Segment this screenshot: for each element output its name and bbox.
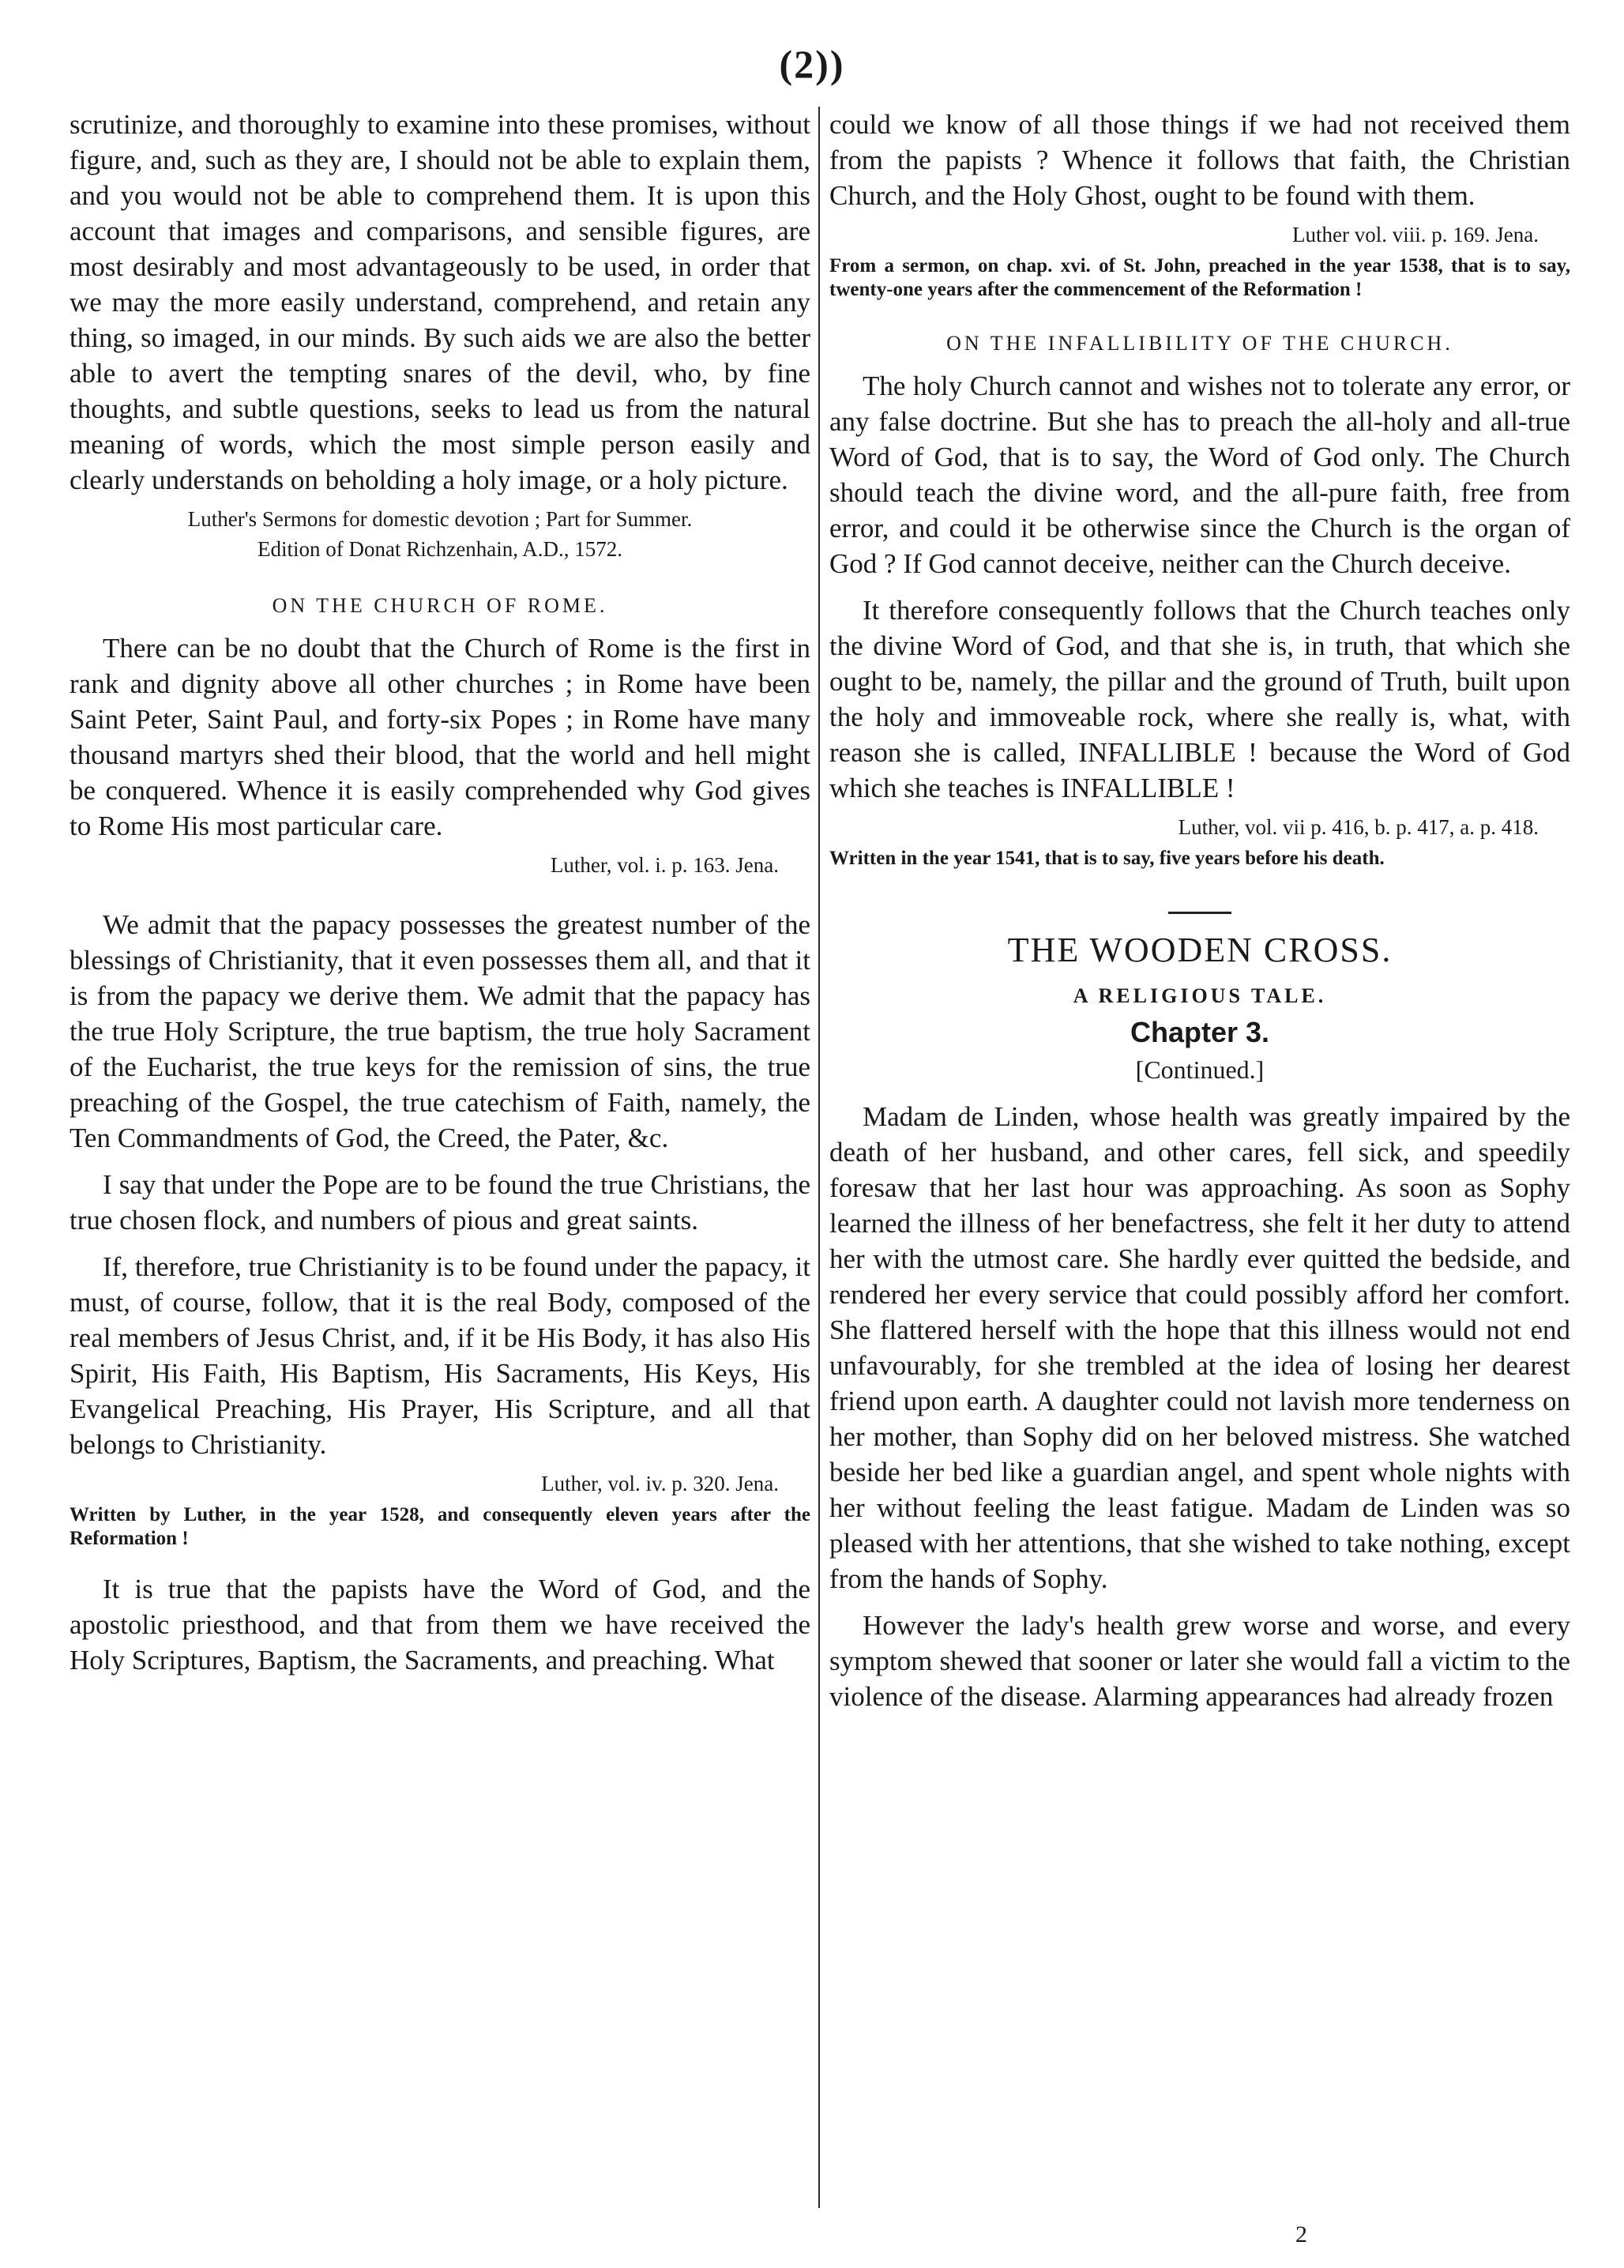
heading-infallibility: ON THE INFALLIBILITY OF THE CHURCH.: [946, 332, 1453, 355]
citation-edition: Edition of Donat Richzenhain, A.D., 1572.: [258, 537, 622, 561]
note-1528: Written by Luther, in the year 1528, and consequently eleven years after the Reformation !: [70, 1504, 810, 1549]
heading-church-of-rome: ON THE CHURCH OF ROME.: [272, 594, 608, 617]
page-number: (2)): [779, 42, 845, 86]
left-column: [70, 107, 810, 2212]
left-paragraph-christianity: If, therefore, true Christianity is to be found under the papacy, it must, of course, follow, that it is the real Body, composed of the real members of Jesus Christ, and, if it be His Body, it has also His Spirit, His Faith, His Baptism, His Sacraments, His Keys, His Evangelical Preaching, His Prayer, His Scripture, and all that belongs to Christianity.: [70, 1251, 810, 1460]
citation-vol-viii: Luther vol. viii. p. 169. Jena.: [1292, 223, 1539, 246]
left-paragraph-papists: It is true that the papists have the Word of God, and the apostolic priesthood, and that from them we have received the Holy Scriptures, Baptism, the Sacraments, and preaching. What: [70, 1574, 810, 1676]
section-rule: [1168, 912, 1231, 914]
story-title: THE WOODEN CROSS.: [1007, 931, 1393, 969]
citation-vol-vii: Luther, vol. vii p. 416, b. p. 417, a. p. 418.: [1178, 815, 1539, 839]
left-paragraph-papacy: We admit that the papacy possesses the greatest number of the blessings of Christianity, that it even possesses them all, and that it is from the papacy we derive them. We admit that the papacy has the true Holy Scripture, the true baptism, the true holy Sacrament of the Eucharist, the true keys for the remission of sins, the true preaching of the Gospel, the true catechism of Faith, namely, the Ten Commandments of God, the Creed, the Pater, &c.: [70, 909, 810, 1153]
citation-vol-i: Luther, vol. i. p. 163. Jena.: [550, 853, 779, 877]
story-paragraph-2: However the lady's health grew worse and worse, and every symptom shewed that sooner or later she would fall a victim to the violence of the disease. Alarming appearances had already frozen: [829, 1610, 1570, 1712]
story-chapter: Chapter 3.: [1130, 1016, 1270, 1048]
note-1541: Written in the year 1541, that is to say, five years before his death.: [829, 848, 1385, 869]
story-continued: [Continued.]: [1135, 1055, 1265, 1084]
signature-mark: 2: [1295, 2221, 1307, 2247]
story-paragraph-1: Madam de Linden, whose health was greatly impaired by the death of her husband, and other cares, fell sick, and speedily foresaw that her last hour was approaching. As soon as Sophy learned the illness of her benefactress, she felt it her duty to attend her with the utmost care. She hardly ever quitted the bedside, and rendered her every service that could possibly afford her comfort. She flattered herself with the hope that this illness would not end unfavourably, for she trembled at the idea of losing her dearest friend upon earth. A daughter could not lavish more tenderness on her mother, than Sophy did on her beloved mistress. She watched beside her bed like a guardian angel, and spent whole nights with her without feeling the least fatigue. Madam de Linden was so pleased with her attentions, that she wished to take nothing, except from the hands of Sophy.: [829, 1101, 1570, 1594]
story-subtitle: A RELIGIOUS TALE.: [1073, 984, 1327, 1007]
right-paragraph-1: could we know of all those things if we had not received them from the papists ? Whence it follows that faith, the Christian Church, and the Holy Ghost, ought to be found with them.: [829, 109, 1570, 211]
left-paragraph-pope: I say that under the Pope are to be found the true Christians, the true chosen flock, and numbers of pious and great saints.: [70, 1169, 810, 1236]
citation-vol-iv: Luther, vol. iv. p. 320. Jena.: [541, 1472, 779, 1495]
citation-sermons: Luther's Sermons for domestic devotion ; Part for Summer.: [187, 507, 693, 531]
right-paragraph-infallibility: The holy Church cannot and wishes not to tolerate any error, or any false doctrine. But she has to preach the all-holy and all-true Word of God, that is to say, the Word of God only. The Church should teach the divine word, and the all-pure faith, free from error, and could it be otherwise since the Church is the organ of God ? If God cannot deceive, neither can the Church deceive.: [829, 370, 1570, 579]
left-paragraph-rome: There can be no doubt that the Church of Rome is the first in rank and dignity above all other churches ; in Rome have been Saint Peter, Saint Paul, and forty-six Popes ; in Rome have many thousand martyrs shed their blood, that the world and hell might be conquered. Whence it is easily comprehended why God gives to Rome His most particular care.: [70, 633, 810, 841]
column-divider: [818, 107, 820, 2208]
right-paragraph-truth: It therefore consequently follows that the Church teaches only the divine Word of God, and that she is, in truth, that which she ought to be, namely, the pillar and the ground of Truth, built upon the holy and immoveable rock, where she really is, what, with reason she is called, INFALLIBLE ! because the Word of God which she teaches is INFALLIBLE !: [829, 595, 1570, 803]
note-1538: From a sermon, on chap. xvi. of St. John, preached in the year 1538, that is to say, twenty-one years after the commencement of the Reformation !: [829, 255, 1570, 300]
right-column: [829, 107, 1570, 2212]
left-paragraph-1: scrutinize, and thoroughly to examine into these promises, without figure, and, such as they are, I should not be able to explain them, and you would not be able to comprehend them. It is upon this account that images and comparisons, and sensible figures, are most desirably and most advantageously to be used, in order that we may the more easily understand, comprehend, and retain any thing, so imaged, in our minds. By such aids we are also the better able to avert the tempting snares of the devil, who, by fine thoughts, and subtle questions, seeks to lead us from the natural meaning of words, which the most simple person easily and clearly understands on beholding a holy image, or a holy picture.: [70, 109, 810, 495]
